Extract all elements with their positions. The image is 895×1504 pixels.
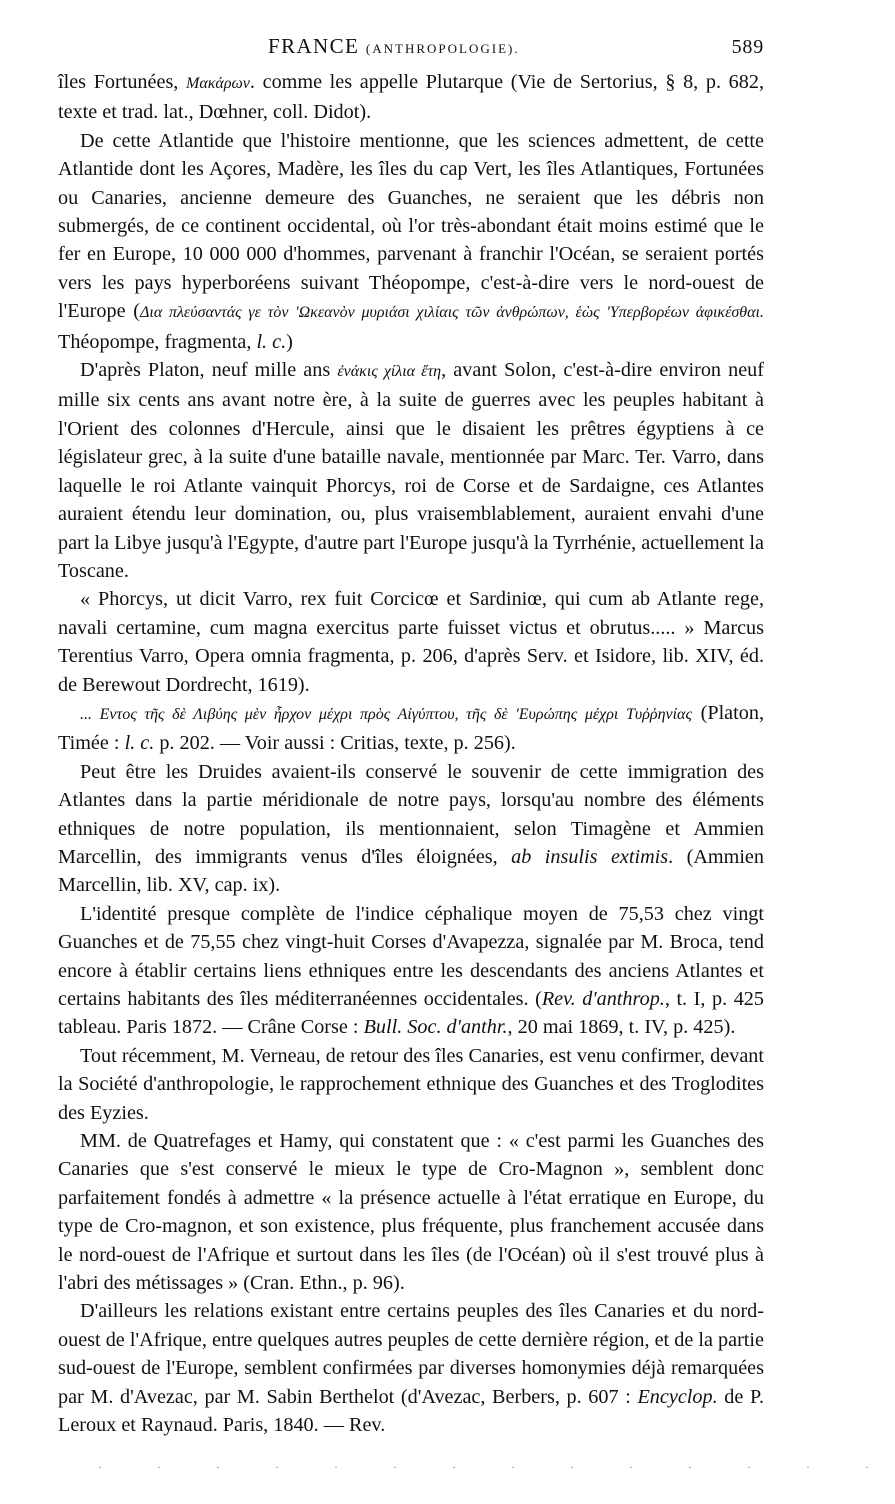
text-run: Théopompe, fragmenta,: [58, 330, 257, 353]
paragraph-p3: [58, 585, 764, 699]
greek-quotation: ... Εντος τῆς δὲ Λιβύης μὲν ἦρχον μέχρι πρὸς Αἰγύπτου, τῆς δὲ 'Ευρώπης μέχρι Τυῤῥηνίας: [80, 705, 692, 723]
text-run: ): [286, 330, 293, 353]
bottom-bleed-dots: · · · · · · · · · · · · · ·: [98, 1460, 895, 1474]
greek-quotation: Μακάρων: [186, 75, 250, 92]
document-page: [58, 34, 764, 1440]
text-run: D'après Platon, neuf mille ans: [80, 359, 338, 382]
text-run: D'ailleurs les relations existant entre certains peuples des îles Canaries et du nord-ouest de l'Afrique, entre quelques autres peuples de cette dernière région, et de la partie sud-ouest de l'Europe, semblent confirmées par diverses homonymies déjà remarquées par M. d'Avezac, par M. Sabin Berthelot (d'Avezac, Berbers, p. 607 :: [58, 1300, 764, 1408]
italic-text: Rev. d'anthrop.: [541, 988, 665, 1010]
italic-text: l. c.: [124, 732, 155, 755]
italic-text: Bull. Soc. d'anthr.: [363, 1016, 508, 1039]
paragraph-p2: [58, 356, 764, 585]
italic-text: Encyclop.: [637, 1385, 718, 1408]
text-run: L'identité presque complète de l'indice céphalique moyen de 75,53 chez vingt Guanches et de 75,55 chez vingt-huit Corses d'Avapezza, signalée par M. Broca, tend encore à établir certains liens ethniques entre les descendants des anciens Atlantes et certains habitants des îles méditerranéennes occidentales. (: [58, 902, 764, 1010]
italic-text: ab insulis extimis: [511, 845, 669, 868]
text-run: p. 202. — Voir aussi : Critias, texte, p. 256).: [154, 732, 516, 755]
body-text: [58, 68, 764, 1440]
paragraph-p4: [58, 699, 764, 758]
paragraph-p6: [58, 900, 764, 1042]
text-run: Tout récemment, M. Verneau, de retour des îles Canaries, est venu confirmer, devant la Société d'anthropologie, le rapprochement ethnique des Guanches et des Troglodites des Eyzies.: [58, 1044, 764, 1124]
paragraph-p7: [58, 1042, 764, 1127]
paragraph-p8: [58, 1127, 764, 1297]
header-title: [268, 34, 520, 59]
paragraph-p1: [58, 127, 764, 356]
greek-quotation: Δια πλεύσαντάς γε τὸν 'Ωκεανὸν μυριάσι χιλίαις τῶν ἀνθρώπων, ἑὼς 'Υπερβορέων ἀφικέσθαι.: [140, 304, 764, 322]
text-run: MM. de Quatrefages et Hamy, qui constatent que : « c'est parmi les Guanches des Canaries que s'est conservé le mieux le type de Cro-Magnon », semblent donc parfaitement fondés à admettre « la présence actuelle à l'état erratique en Europe, du type de Cro-magnon, et son existence, plus fréquente, plus franchement accusée dans le nord-ouest de l'Afrique et surtout dans les îles (de l'Océan) où il s'est trouvé plus à l'abri des métissages » (Cran. Ethn., p. 96).: [58, 1130, 764, 1295]
text-run: . comme les appelle Plutarque (Vie de Sertorius, § 8, p. 682, texte et trad. lat., Dœhner, coll. Didot).: [58, 71, 764, 124]
paragraph-p9: [58, 1297, 764, 1439]
greek-quotation: ἐνάκις χίλια ἔτη: [337, 363, 442, 381]
paragraph-p0: [58, 68, 764, 127]
paragraph-p5: [58, 758, 764, 900]
running-header: [58, 34, 764, 68]
text-run: , avant Solon, c'est-à-dire environ neuf mille six cents ans avant notre ère, à la suite de guerres avec les peuples habitant à l'Orient des colonnes d'Hercule, ainsi que le disaient les prêtres égyptiens à ce législateur grec, à la suite d'une bataille navale, mentionnée par Marc. Ter. Varro, dans laquelle le roi Atlante vainquit Phorcys, roi de Corse et de Sardaigne, ces Atlantes auraient étendu leur domination, ou, plus vraisemblablement, auraient envahi d'une part la Libye jusqu'à l'Egypte, d'autre part l'Europe jusqu'à la Tyrrhénie, actuellement la Toscane.: [58, 359, 765, 582]
text-run: Peut être les Druides avaient-ils conservé le souvenir de cette immigration des Atlantes dans la partie méridionale de notre pays, lorsqu'au nombre des éléments ethniques de notre population, ils mentionnaient, selon Timagène et Ammien Marcellin, des immigrants venus d'îles éloignées,: [58, 760, 764, 868]
text-run: De cette Atlantide que l'histoire mentionne, que les sciences admettent, de cette Atlantide dont les Açores, Madère, les îles du cap Vert, les îles Atlantiques, Fortunées ou Canaries, ancienne demeure des Guanches, ne seraient que les débris non submergés, de ce continent occidental, où l'or très-abondant était moins estimé que le fer en Europe, 10 000 000 d'hommes, parvenant à franchir l'Océan, se seraient portés vers les pays hyperboréens suivant Théopompe, c'est-à-dire vers le nord-ouest de l'Europe (: [58, 129, 764, 323]
text-run: . (Ammien Marcellin, lib. XV, cap. ix).: [58, 845, 764, 897]
header-title-subtitle: (ANTHROPOLOGIE).: [365, 41, 520, 56]
text-run: , t. I, p. 425 tableau. Paris 1872. — Crâne Corse :: [58, 988, 764, 1039]
text-run: « Phorcys, ut dicit Varro, rex fuit Corcicœ et Sardiniœ, qui cum ab Atlante rege, navali certamine, cum magna exercitus parte fuisset victus et obrutus..... » Marcus Terentius Varro, Opera omnia fragmenta, p. 206, d'après Serv. et Isidore, lib. XIV, éd. de Berewout Dordrecht, 1619).: [58, 588, 764, 696]
italic-text: l. c.: [256, 330, 287, 353]
text-run: , 20 mai 1869, t. IV, p. 425).: [507, 1016, 736, 1039]
text-run: (Platon, Timée :: [58, 701, 764, 755]
page-number: 589: [731, 36, 764, 58]
text-run: îles Fortunées,: [58, 71, 187, 93]
header-title-main: FRANCE: [268, 34, 360, 58]
text-run: de P. Leroux et Raynaud. Paris, 1840. — Rev.: [58, 1385, 764, 1437]
